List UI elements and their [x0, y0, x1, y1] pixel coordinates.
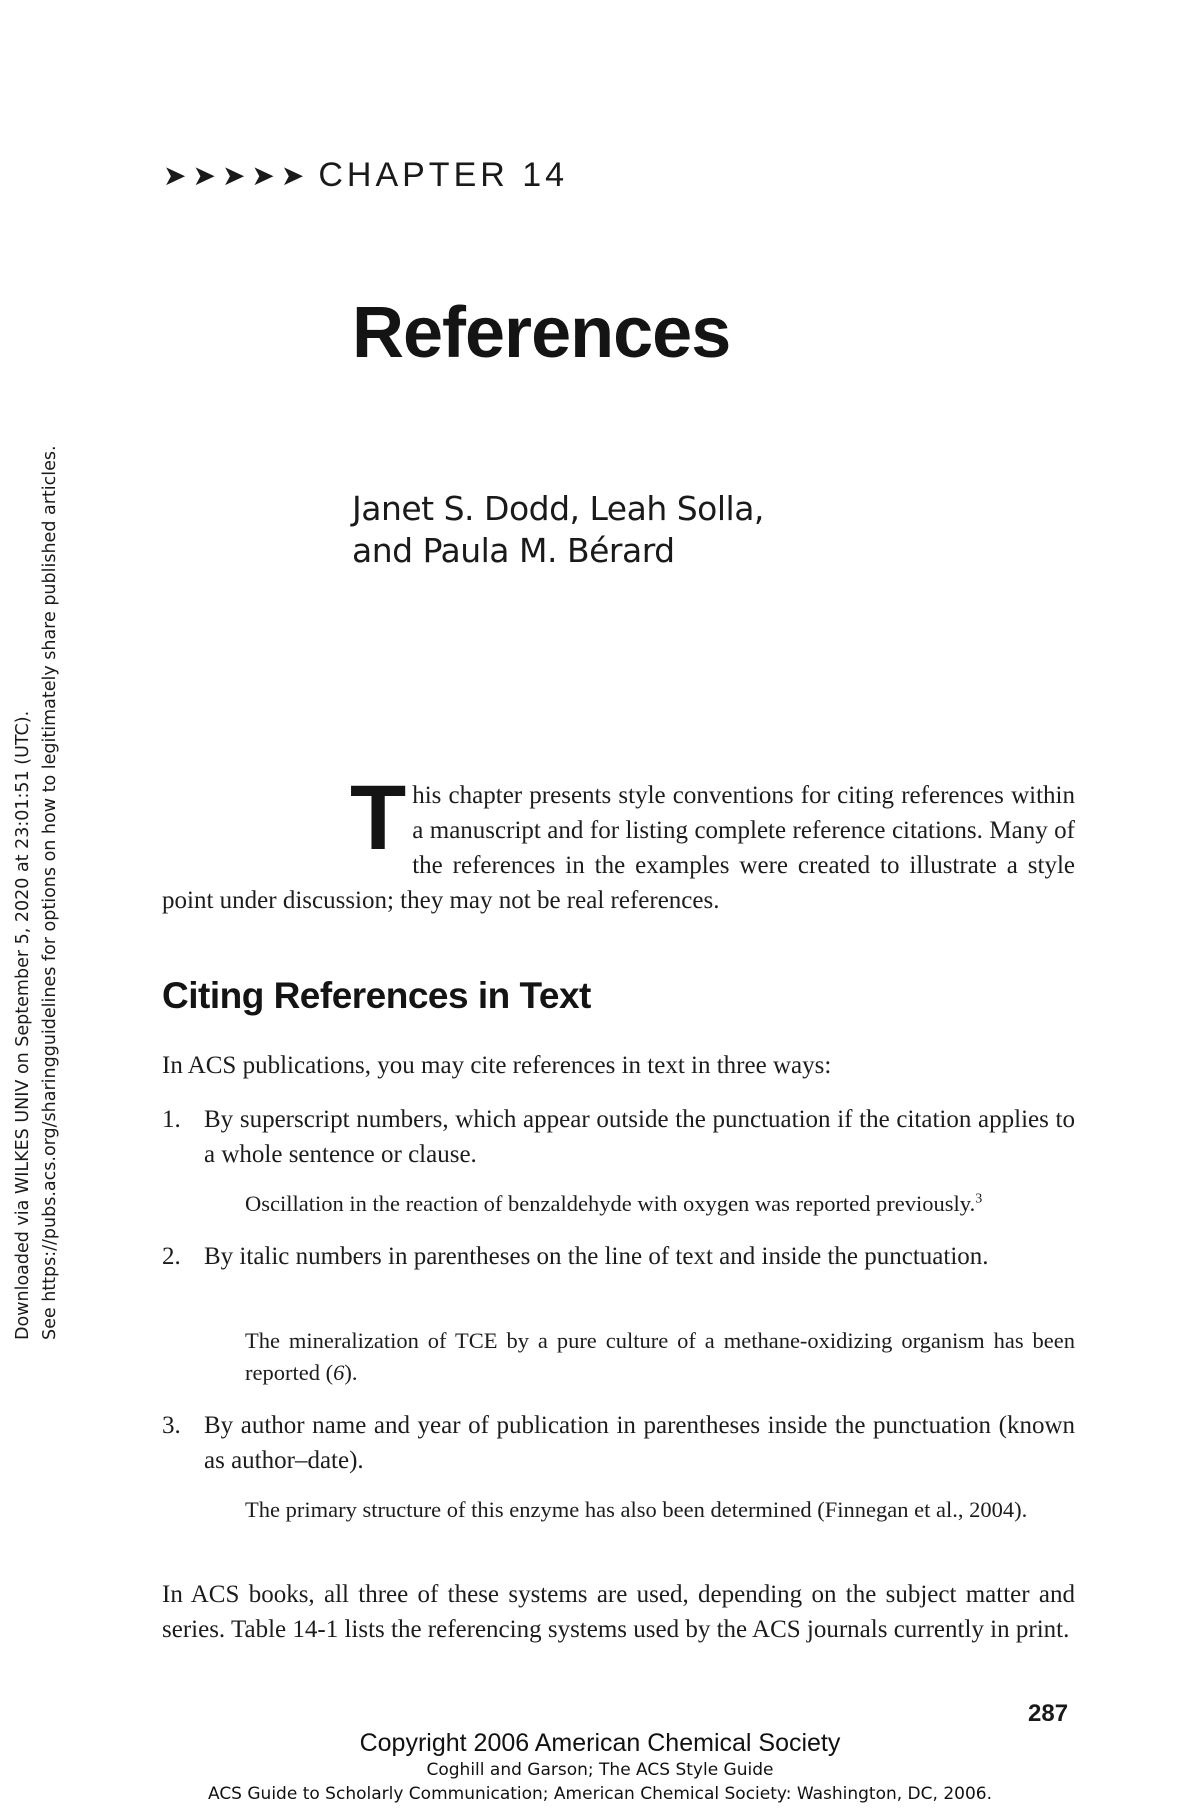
drop-cap: T — [350, 767, 407, 869]
arrow-icon: ➤ — [221, 159, 246, 191]
intro-text: his chapter presents style conventions for citing references within a manuscript and for listing complete reference citations. Many of the references in the examples were created to illustrate a style point under discussion; they may not be real references. — [162, 782, 1075, 914]
example-text: The primary structure of this enzyme has also been determined (Finnegan et al., 2004). — [245, 1497, 1028, 1522]
arrow-icon: ➤ — [192, 159, 216, 191]
page-number: 287 — [1028, 1700, 1069, 1727]
section-heading: Citing References in Text — [162, 975, 591, 1016]
authors — [352, 488, 764, 572]
chapter-number: CHAPTER 14 — [318, 156, 569, 194]
example-text — [245, 1325, 1075, 1389]
citation-superscript: 3 — [975, 1191, 983, 1207]
chapter-label — [163, 156, 568, 195]
authors-line2: and Paula M. Bérard — [352, 531, 675, 570]
download-notice-line1: Downloaded via WILKES UNIV on September 5, 2020 at 23:01:51 (UTC). — [13, 710, 33, 1340]
list-item-number: 3. — [162, 1412, 181, 1439]
list-item — [162, 1408, 1075, 1478]
chapter-title: References — [352, 293, 731, 373]
arrow-icon: ➤ — [163, 159, 187, 191]
download-notice — [10, 445, 64, 1340]
closing-paragraph: In ACS books, all three of these systems are used, depending on the subject matter and series. Table 14-1 lists the referencing systems used by the ACS journals currently in print. — [162, 1581, 1075, 1643]
list-item — [162, 1239, 1075, 1274]
example-text — [245, 1188, 1075, 1220]
footer-copyright: Copyright 2006 American Chemical Society — [359, 1729, 841, 1757]
example-sentence-end: ). — [344, 1360, 358, 1385]
footer-book-title: Coghill and Garson; The ACS Style Guide — [426, 1760, 774, 1780]
citation-italic-number: 6 — [333, 1360, 345, 1385]
list-item-text: By superscript numbers, which appear outside the punctuation if the citation applies to a whole sentence or clause. — [204, 1106, 1075, 1168]
example-sentence: The mineralization of TCE by a pure culture of a methane-oxidizing organism has been reported ( — [245, 1328, 1075, 1385]
intro-paragraph — [162, 767, 1075, 918]
chapter-arrows — [163, 159, 305, 191]
authors-line1: Janet S. Dodd, Leah Solla, — [352, 489, 764, 528]
download-notice-line2: See https://pubs.acs.org/sharingguidelines for options on how to legitimately share published articles. — [40, 445, 60, 1340]
example-sentence: Oscillation in the reaction of benzaldehyde with oxygen was reported previously. — [245, 1191, 976, 1216]
footer-publisher: ACS Guide to Scholarly Communication; American Chemical Society: Washington, DC, 2006. — [207, 1784, 992, 1804]
list-item-number: 2. — [162, 1243, 181, 1270]
arrow-icon: ➤ — [280, 159, 305, 191]
list-item-number: 1. — [162, 1106, 181, 1133]
list-item-text: By author name and year of publication in parentheses inside the punctuation (known as author–date). — [204, 1412, 1075, 1474]
arrow-icon: ➤ — [251, 159, 275, 191]
lead-in-paragraph: In ACS publications, you may cite references in text in three ways: — [162, 1052, 832, 1079]
list-item — [162, 1102, 1075, 1172]
list-item-text: By italic numbers in parentheses on the line of text and inside the punctuation. — [204, 1243, 989, 1270]
